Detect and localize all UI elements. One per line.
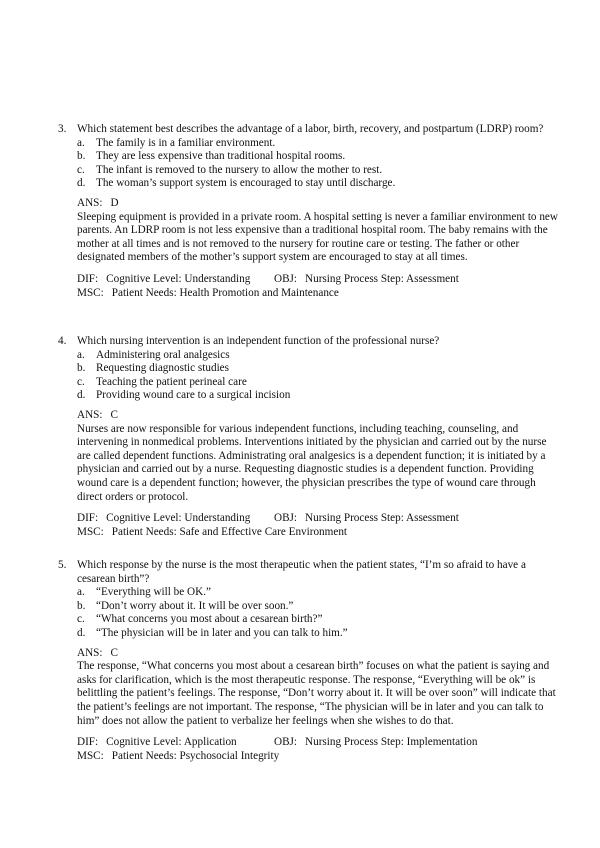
option-letter: a. (77, 586, 85, 599)
option-text: They are less expensive than traditional hospital rooms. (96, 150, 346, 163)
msc-value: Patient Needs: Psychosocial Integrity (111, 749, 280, 762)
option-d (58, 389, 558, 403)
question-stem (58, 123, 558, 137)
option-letter: a. (77, 348, 85, 361)
answer-key (58, 647, 558, 661)
question-metadata (58, 736, 558, 763)
question-number: 3. (58, 123, 67, 135)
obj-value: Nursing Process Step: Assessment (305, 512, 459, 525)
dif-label: DIF: (77, 736, 99, 749)
dif-value: Cognitive Level: Understanding (106, 272, 251, 285)
answer-options (58, 586, 558, 640)
option-b (58, 600, 558, 614)
option-text: The woman’s support system is encouraged to stay until discharge. (96, 177, 396, 190)
dif-label: DIF: (77, 512, 99, 525)
obj-label: OBJ: (274, 512, 298, 525)
rationale: Nurses are now responsible for various independent functions, including teaching, counseling, and intervening in nonmedical problems. Interventions initiated by the physician and carried out by the nurse are called dependent functions. Administrating oral analgesics is a dependent function; it is initiated by a physician and carried out by a nurse. Requesting diagnostic studies is a dependent function. Providing wound care is a dependent function; however, the physician prescribes the type of wound care through direct orders or protocol. (77, 422, 547, 503)
question-text: Which nursing intervention is an independent function of the professional nurse? (77, 335, 440, 347)
rationale: The response, “What concerns you most about a cesarean birth” focuses on what the patient is saying and asks for clarification, which is the most therapeutic response. The response, “Everything will be ok” is belittling the patient’s feelings. The response, “Don’t worry about it. It will be over soon” will indicate that the patient’s feelings are not important. The response, “The physician will be in later and you can talk to him” does not allow the patient to verbalize her feelings when she wishes to do that. (77, 660, 556, 727)
option-letter: a. (77, 136, 85, 149)
option-a (58, 349, 558, 363)
dif-value: Cognitive Level: Understanding (106, 512, 251, 525)
rationale: Sleeping equipment is provided in a private room. A hospital setting is never a familiar environment to new parents. An LDRP room is not less expensive than a traditional hospital room. The baby remains with the mother at all times and is not removed to the nursery for routine care or testing. The father or other designated members of the mother’s support system are encouraged to stay at all times. (77, 210, 558, 264)
option-text: The family is in a familiar environment. (96, 136, 276, 149)
option-text: “The physician will be in later and you can talk to him.” (96, 626, 348, 639)
option-c (58, 164, 558, 178)
question-stem (58, 335, 558, 349)
obj-label: OBJ: (274, 736, 298, 749)
msc-label: MSC: (77, 749, 104, 762)
question-text: Which response by the nurse is the most therapeutic when the patient states, “I’m so afraid to have a cesarean birth”? (77, 559, 526, 585)
msc-value: Patient Needs: Health Promotion and Maintenance (111, 286, 339, 299)
answer-value: D (110, 196, 119, 209)
answer-key (58, 197, 558, 211)
obj-value: Nursing Process Step: Implementation (305, 736, 478, 749)
obj-label: OBJ: (274, 272, 298, 285)
answer-options (58, 137, 558, 191)
option-letter: b. (77, 150, 86, 163)
answer-label: ANS: (77, 408, 103, 421)
msc-label: MSC: (77, 525, 104, 538)
obj-value: Nursing Process Step: Assessment (305, 272, 459, 285)
answer-value: C (110, 408, 118, 421)
question-3 (58, 123, 558, 300)
option-text: Requesting diagnostic studies (96, 362, 229, 375)
option-d (58, 627, 558, 641)
answer-label: ANS: (77, 646, 103, 659)
option-text: “What concerns you most about a cesarean birth?” (96, 613, 323, 626)
answer-options (58, 349, 558, 403)
option-letter: d. (77, 626, 86, 639)
question-metadata (58, 273, 558, 300)
msc-value: Patient Needs: Safe and Effective Care Environment (111, 525, 348, 538)
option-letter: d. (77, 389, 86, 402)
question-metadata (58, 512, 558, 539)
question-text: Which statement best describes the advantage of a labor, birth, recovery, and postpartum (LDRP) room? (77, 123, 544, 135)
option-text: The infant is removed to the nursery to allow the mother to rest. (96, 163, 383, 176)
option-c (58, 376, 558, 390)
option-d (58, 177, 558, 191)
question-5 (58, 559, 558, 763)
option-text: Administering oral analgesics (96, 348, 230, 361)
option-letter: b. (77, 362, 86, 375)
option-b (58, 150, 558, 164)
dif-label: DIF: (77, 272, 99, 285)
msc-label: MSC: (77, 286, 104, 299)
option-letter: c. (77, 613, 85, 626)
option-letter: b. (77, 599, 86, 612)
option-a (58, 137, 558, 151)
answer-value: C (110, 646, 118, 659)
question-number: 4. (58, 335, 67, 347)
option-text: “Don’t worry about it. It will be over soon.” (96, 599, 294, 612)
question-number: 5. (58, 559, 67, 571)
option-letter: c. (77, 375, 85, 388)
answer-label: ANS: (77, 196, 103, 209)
question-4 (58, 335, 558, 539)
question-stem (58, 559, 558, 586)
option-text: Teaching the patient perineal care (96, 375, 247, 388)
option-text: “Everything will be OK.” (96, 586, 211, 599)
option-c (58, 613, 558, 627)
answer-key (58, 409, 558, 423)
dif-value: Cognitive Level: Application (106, 736, 237, 749)
option-b (58, 362, 558, 376)
option-letter: d. (77, 177, 86, 190)
option-letter: c. (77, 163, 85, 176)
option-a (58, 586, 558, 600)
option-text: Providing wound care to a surgical incision (96, 389, 291, 402)
